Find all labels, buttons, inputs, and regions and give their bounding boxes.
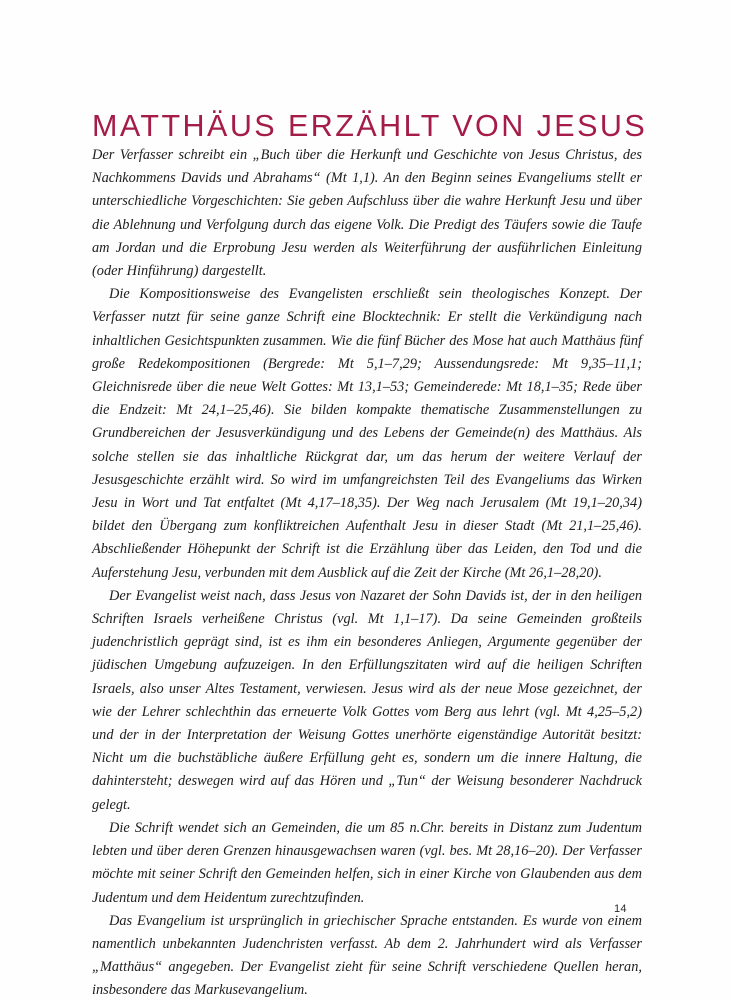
page-number: 14 <box>614 903 627 915</box>
paragraph: Die Kompositionsweise des Evangelisten erschließt sein theologisches Konzept. Der Verfasser nutzt für seine ganze Schrift eine Blocktechnik: Er stellt die Verkündigung nach inhaltlichen Gesichtspunkten zusammen. Wie die fünf Bücher des Mose hat auch Matthäus fünf große Redekompositionen (Bergrede: Mt 5,1–7,29; Aussendungsrede: Mt 9,35–11,1; Gleichnisrede über die neue Welt Gottes: Mt 13,1–53; Gemeinderede: Mt 18,1–35; Rede über die Endzeit: Mt 24,1–25,46). Sie bilden kompakte thematische Zusammenstellungen zu Grundbereichen der Jesusverkündigung und des Lebens der Gemeinde(n) des Matthäus. Als solche stellen sie das inhaltliche Rückgrat dar, um das herum der weitere Verlauf der Jesusgeschichte erzählt wird. So wird im umfangreichsten Teil des Evangeliums das Wirken Jesu in Wort und Tat entfaltet (Mt 4,17–18,35). Der Weg nach Jerusalem (Mt 19,1–20,34) bildet den Übergang zum konfliktreichen Aufenthalt Jesu in dieser Stadt (Mt 21,1–25,46). Abschließender Höhepunkt der Schrift ist die Erzählung über das Leiden, den Tod und die Auferstehung Jesu, verbunden mit dem Ausblick auf die Zeit der Kirche (Mt 26,1–28,20). <box>92 286 642 581</box>
paragraph: Der Evangelist weist nach, dass Jesus von Nazaret der Sohn Davids ist, der in den heiligen Schriften Israels verheißene Christus (vgl. Mt 1,1–17). Da seine Gemeinden großteils judenchristlich geprägt sind, ist es ihm ein besonderes Anliegen, Argumente gegenüber der jüdischen Umgebung aufzuzeigen. In den Erfüllungszitaten wird auf die heiligen Schriften Israels, also unser Altes Testament, verwiesen. Jesus wird als der neue Mose gezeichnet, der wie der Lehrer schlechthin das erneuerte Volk Gottes vom Berg aus lehrt (vgl. Mt 4,25–5,2) und der in der Interpretation der Weisung Gottes unerhörte eigenständige Autorität besitzt: Nicht um die buchstäbliche äußere Erfüllung geht es, sondern um die innere Haltung, die dahintersteht; deswegen wird auf das Hören und „Tun“ der Weisung besonderer Nachdruck gelegt. <box>92 587 642 813</box>
paragraph: Die Schrift wendet sich an Gemeinden, die um 85 n.Chr. bereits in Distanz zum Judentum lebten und über deren Grenzen hinausgewachsen waren (vgl. bes. Mt 28,16–20). Der Verfasser möchte mit seiner Schrift den Gemeinden helfen, sich in einer Kirche von Glaubenden aus dem Judentum und dem Heidentum zurechtzufinden. <box>92 819 642 906</box>
paragraph: Der Verfasser schreibt ein „Buch über die Herkunft und Geschichte von Jesus Christus, des Nachkommens Davids und Abrahams“ (Mt 1,1). An den Beginn seines Evangeliums stellt er unterschiedliche Vorgeschichten: Sie geben Aufschluss über die wahre Herkunft Jesu und über die Ablehnung und Verfolgung durch das eigene Volk. Die Predigt des Täufers sowie die Taufe am Jordan und die Erprobung Jesu werden als Weiterführung der ausführlichen Einleitung (oder Hinführung) dargestellt. <box>92 147 642 280</box>
body-text-block <box>92 144 642 1003</box>
paragraph: Das Evangelium ist ursprünglich in griechischer Sprache entstanden. Es wurde von einem namentlich unbekannten Judenchristen verfasst. Ab dem 2. Jahrhundert wird als Verfasser „Matthäus“ angegeben. Der Evangelist zieht für seine Schrift verschiedene Quellen heran, insbesondere das Markusevangelium. <box>92 912 642 999</box>
page-title: MATTHÄUS ERZÄHLT VON JESUS <box>92 109 648 144</box>
